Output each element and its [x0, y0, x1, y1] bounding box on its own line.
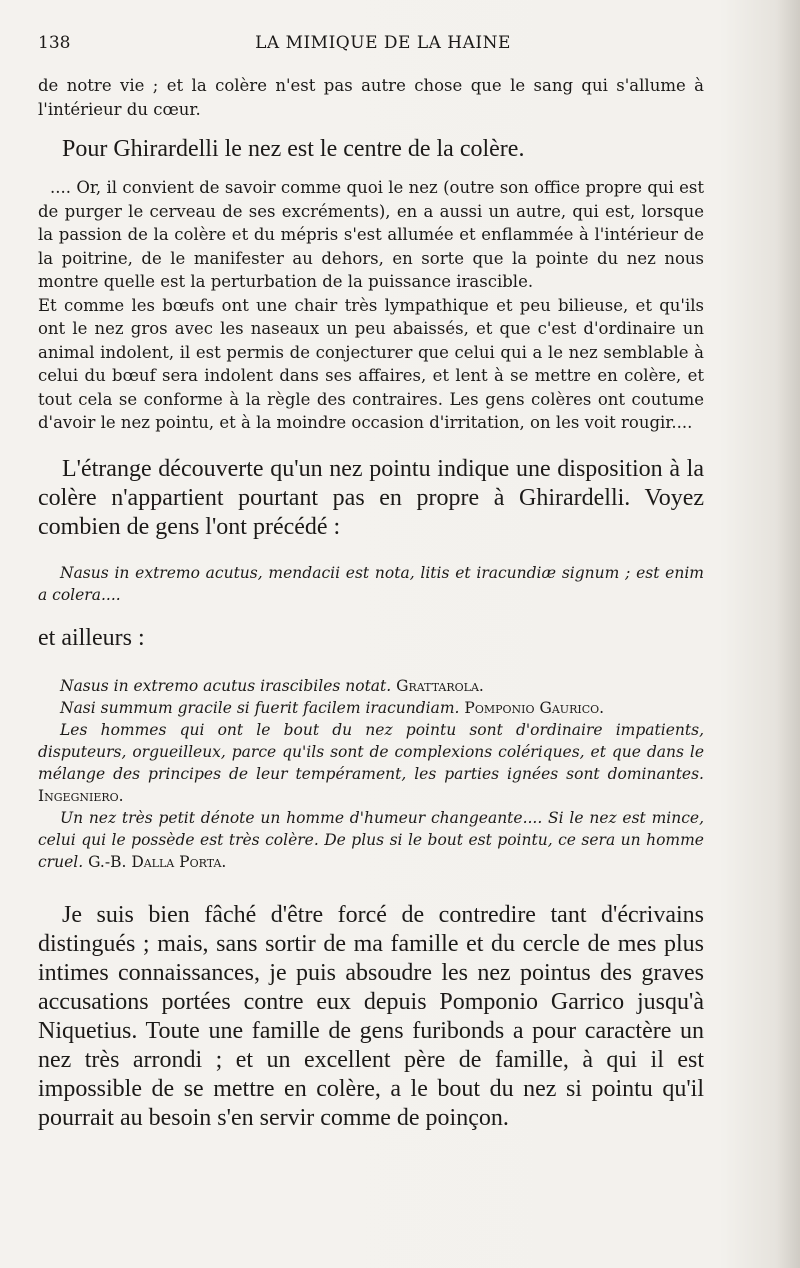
quote-5-text: Un nez très petit dénote un homme d'humeur changeante.... Si le nez est mince, celui qui le possède est très colère. De plus si le bout est pointu, ce sera un homme cruel.: [38, 808, 704, 871]
quote-5: [38, 807, 704, 873]
quote-2-text: Nasus in extremo acutus irascibiles notat.: [60, 676, 392, 695]
paragraph-7: Je suis bien fâché d'être forcé de contredire tant d'écrivains distingués ; mais, sans sortir de ma famille et du cercle de mes plus intimes connaissances, je puis absoudre les nez pointus des graves accusations portées contre eux depuis Pomponio Garrico jusqu'à Niquetius. Toute une famille de gens furibonds a pour caractère un nez très arrondi ; et un excellent père de famille, à qui il est impossible de se mettre en colère, a le bout du nez si pointu qu'il pourrait au besoin s'en servir comme de poinçon.: [38, 901, 704, 1131]
quote-5-author: G.-B. Dalla Porta.: [88, 852, 227, 871]
quote-4: [38, 719, 704, 807]
quote-3-text: Nasi summum gracile si fuerit facilem iracundiam.: [60, 698, 460, 717]
page-content: [38, 74, 704, 1133]
quote-2: [38, 675, 704, 697]
quote-2-author: Grattarola.: [396, 676, 484, 695]
paragraph-2: Pour Ghirardelli le nez est le centre de la colère.: [62, 136, 525, 162]
paragraph-1: de notre vie ; et la colère n'est pas autre chose que le sang qui s'allume à l'intérieur du cœur.: [38, 76, 704, 119]
quote-1: [38, 562, 704, 606]
quote-3-author: Pomponio Gaurico.: [464, 698, 605, 717]
paragraph-3: .... Or, il convient de savoir comme quoi le nez (outre son office propre qui est de purger le cerveau de ses excréments), en a aussi un autre, qui est, lorsque la passion de la colère et du mépris s'est allumée et enflammée à l'intérieur de la poitrine, de le manifester au dehors, en sorte que la pointe du nez nous montre quelle est la perturbation de la puissance irascible.: [38, 178, 704, 291]
paragraph-5: L'étrange découverte qu'un nez pointu indique une disposition à la colère n'appartient pourtant pas en propre à Ghirardelli. Voyez combien de gens l'ont précédé :: [38, 455, 704, 540]
paragraph-6: et ailleurs :: [38, 624, 145, 651]
page-header: [38, 33, 728, 61]
running-title: LA MIMIQUE DE LA HAINE: [255, 33, 511, 53]
quote-3: [38, 697, 704, 719]
page-number: 138: [38, 33, 71, 53]
quote-4-text: Les hommes qui ont le bout du nez pointu sont d'ordinaire impatients, disputeurs, orgueilleux, parce qu'ils sont de complexions colériques, et que dans le mélange des principes de leur tempérament, les parties ignées sont dominantes.: [38, 720, 704, 783]
quote-1-text: Nasus in extremo acutus, mendacii est nota, litis et iracundiæ signum ; est enim a colera....: [38, 563, 704, 604]
paragraph-4: Et comme les bœufs ont une chair très lympathique et peu bilieuse, et qu'ils ont le nez gros avec les naseaux un peu abaissés, et que c'est d'ordinaire un animal indolent, il est permis de conjecturer que celui qui a le nez semblable à celui du bœuf sera indolent dans ses affaires, et lent à se mettre en colère, et tout cela se conforme à la règle des contraires. Les gens colères ont coutume d'avoir le nez pointu, et à la moindre occasion d'irritation, on les voit rougir....: [38, 295, 704, 432]
quote-4-author: Ingegniero.: [38, 786, 124, 805]
